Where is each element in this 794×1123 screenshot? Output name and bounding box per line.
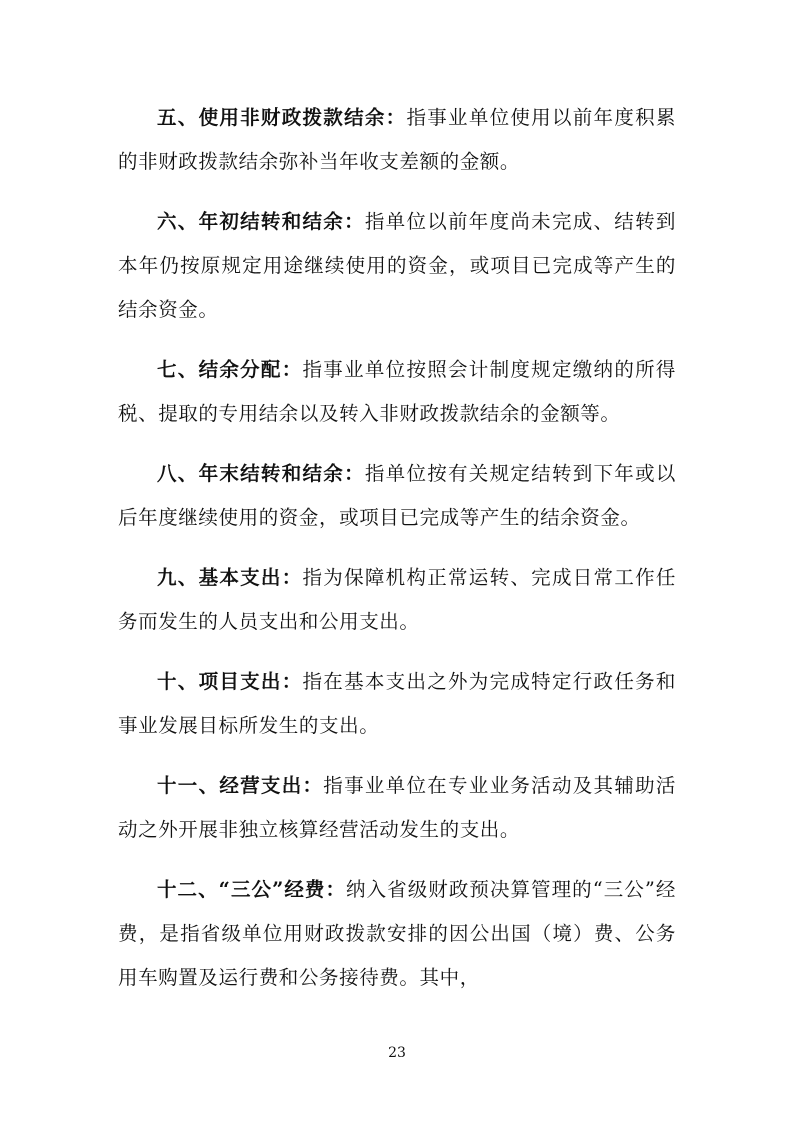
document-body (118, 96, 676, 1000)
paragraph-text: 指事业单位按照会计制度规定缴纳的所得税、提取的专用结余以及转入非财政拨款结余的金额等。 (118, 358, 676, 425)
paragraph-text: 指在基本支出之外为完成特定行政任务和事业发展目标所发生的支出。 (118, 670, 676, 737)
paragraph-text: 指为保障机构正常运转、完成日常工作任务而发生的人员支出和公用支出。 (118, 566, 676, 633)
paragraph-text: 纳入省级财政预决算管理的“三公”经费，是指省级单位用财政拨款安排的因公出国（境）费、公务用车购置及运行费和公务接待费。其中， (118, 878, 677, 989)
paragraph-term: 八、年末结转和结余： (157, 462, 365, 485)
paragraph (118, 660, 676, 748)
paragraph-term: 七、结余分配： (157, 358, 303, 381)
paragraph-term: 十、项目支出： (157, 670, 303, 693)
paragraph-term: 十二、“三公”经费： (157, 878, 347, 901)
paragraph-term: 六、年初结转和结余： (157, 210, 365, 233)
paragraph (118, 200, 676, 332)
paragraph-text: 指事业单位在专业业务活动及其辅助活动之外开展非独立核算经营活动发生的支出。 (118, 774, 676, 841)
paragraph (118, 348, 676, 436)
paragraph-text: 指单位按有关规定结转到下年或以后年度继续使用的资金，或项目已完成等产生的结余资金。 (118, 462, 676, 529)
paragraph-text: 指事业单位使用以前年度积累的非财政拨款结余弥补当年收支差额的金额。 (118, 106, 676, 173)
paragraph (118, 764, 676, 852)
paragraph-term: 十一、经营支出： (157, 774, 324, 797)
paragraph-text: 指单位以前年度尚未完成、结转到本年仍按原规定用途继续使用的资金，或项目已完成等产生的结余资金。 (118, 210, 676, 321)
paragraph (118, 96, 676, 184)
paragraph-term: 九、基本支出： (157, 566, 303, 589)
paragraph (118, 556, 676, 644)
paragraph (118, 452, 676, 540)
paragraph-term: 五、使用非财政拨款结余： (157, 106, 407, 129)
page-number: 23 (388, 1045, 406, 1061)
paragraph (118, 868, 676, 1000)
